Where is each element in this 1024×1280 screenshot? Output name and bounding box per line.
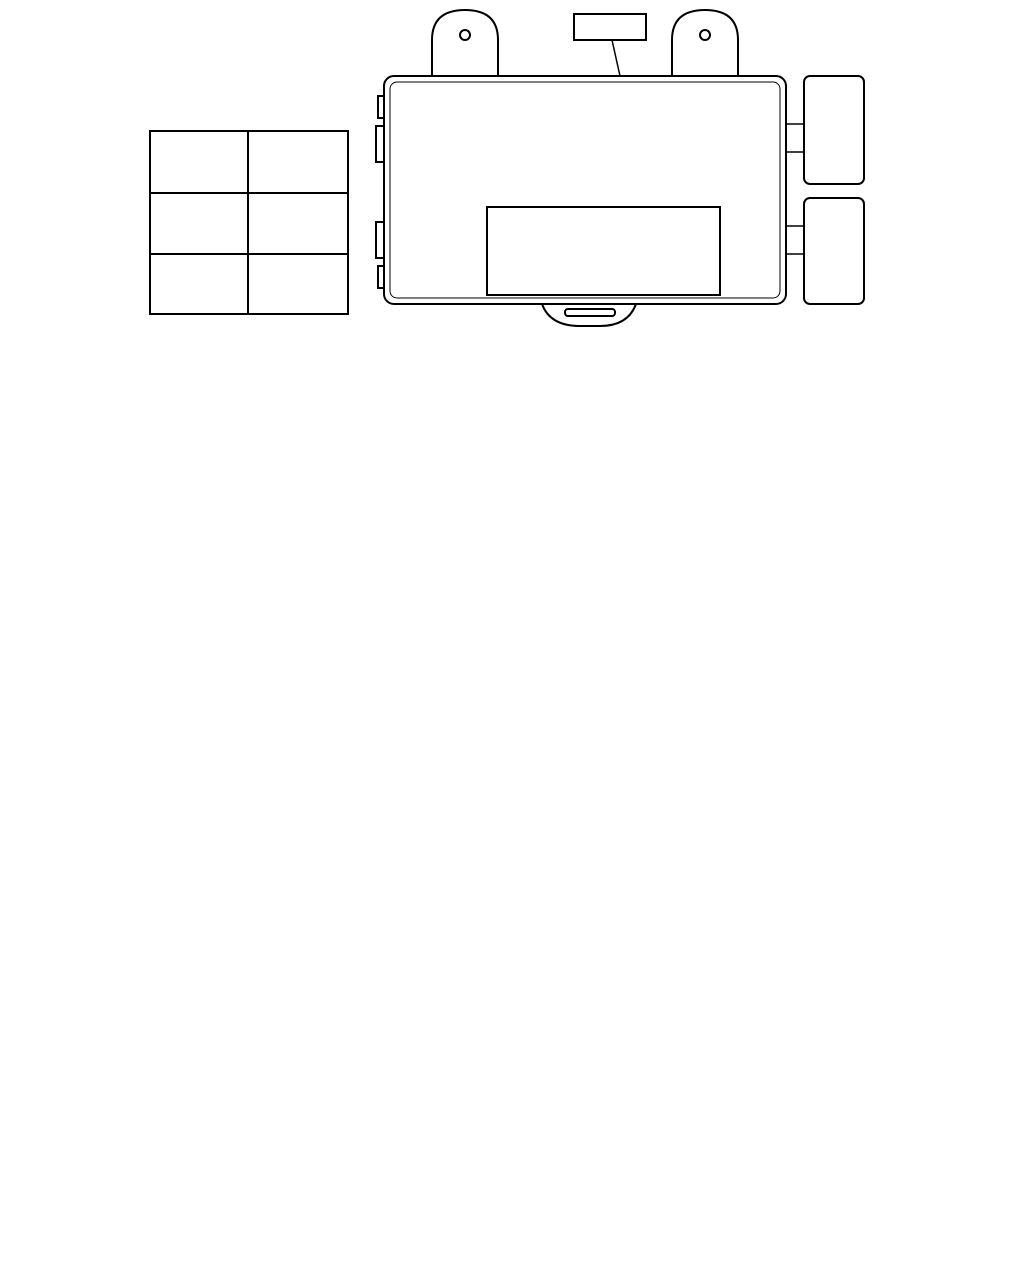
right-relay-box-top bbox=[804, 76, 864, 184]
left-mount-ear bbox=[432, 10, 498, 76]
right-mount-hole bbox=[700, 30, 710, 40]
right-relay-box-bottom bbox=[804, 198, 864, 304]
right-mount-ear bbox=[672, 10, 738, 76]
fuse-block bbox=[487, 207, 720, 295]
main-box-outline bbox=[384, 76, 786, 304]
left-mount-hole bbox=[460, 30, 470, 40]
main-box-inner bbox=[390, 82, 780, 298]
main-relay-box bbox=[376, 10, 804, 326]
callout-8-10 bbox=[574, 14, 646, 76]
left-relay-box bbox=[150, 131, 348, 314]
